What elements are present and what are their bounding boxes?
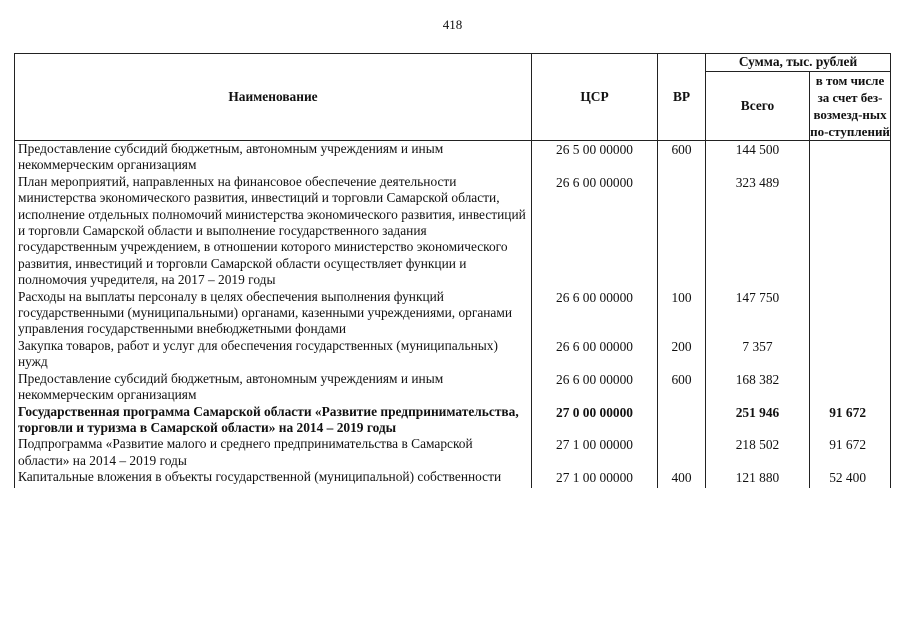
cell-grant: 52 400 — [810, 469, 891, 487]
table-row — [15, 289, 891, 338]
cell-csr: 27 0 00 00000 — [532, 404, 658, 437]
table-row — [15, 469, 891, 487]
cell-name: Предоставление субсидий бюджетным, автономным учреждениям и иным некоммерческим организациям — [15, 371, 532, 404]
cell-total: 147 750 — [706, 289, 810, 338]
cell-csr: 26 6 00 00000 — [532, 289, 658, 338]
table-row — [15, 436, 891, 469]
cell-vr: 600 — [658, 371, 706, 404]
cell-total: 144 500 — [706, 141, 810, 174]
table-row — [15, 371, 891, 404]
table-row — [15, 404, 891, 437]
header-name: Наименование — [15, 54, 532, 141]
cell-name: Капитальные вложения в объекты государственной (муниципальной) собственности — [15, 469, 532, 487]
cell-total: 7 357 — [706, 338, 810, 371]
cell-csr: 26 6 00 00000 — [532, 338, 658, 371]
page-number: 418 — [442, 17, 463, 32]
table-header — [15, 54, 891, 141]
cell-total: 251 946 — [706, 404, 810, 437]
cell-vr — [658, 404, 706, 437]
cell-grant — [810, 174, 891, 289]
table-body — [15, 141, 891, 488]
cell-csr: 27 1 00 00000 — [532, 436, 658, 469]
cell-grant — [810, 338, 891, 371]
table-row — [15, 174, 891, 289]
cell-name: Подпрограмма «Развитие малого и среднего предпринимательства в Самарской области» на 2014 – 2019 годы — [15, 436, 532, 469]
cell-name: Закупка товаров, работ и услуг для обеспечения государственных (муниципальных) нужд — [15, 338, 532, 371]
header-csr: ЦСР — [532, 54, 658, 141]
cell-total: 121 880 — [706, 469, 810, 487]
cell-vr: 100 — [658, 289, 706, 338]
cell-csr: 26 6 00 00000 — [532, 371, 658, 404]
cell-vr: 200 — [658, 338, 706, 371]
cell-vr: 400 — [658, 469, 706, 487]
table-row — [15, 338, 891, 371]
cell-csr: 27 1 00 00000 — [532, 469, 658, 487]
cell-total: 168 382 — [706, 371, 810, 404]
header-total: Всего — [706, 72, 810, 141]
cell-vr — [658, 436, 706, 469]
cell-grant — [810, 289, 891, 338]
cell-csr: 26 5 00 00000 — [532, 141, 658, 174]
cell-grant: 91 672 — [810, 404, 891, 437]
cell-total: 323 489 — [706, 174, 810, 289]
table-row — [15, 141, 891, 174]
cell-vr — [658, 174, 706, 289]
header-vr: ВР — [658, 54, 706, 141]
cell-name: Предоставление субсидий бюджетным, автономным учреждениям и иным некоммерческим организациям — [15, 141, 532, 174]
cell-vr: 600 — [658, 141, 706, 174]
budget-table — [14, 53, 891, 488]
header-grant: в том числе за счет без-возмезд-ных по-ступлений — [810, 73, 890, 139]
cell-csr: 26 6 00 00000 — [532, 174, 658, 289]
cell-name: Государственная программа Самарской области «Развитие предпринимательства, торговли и туризма в Самарской области» на 2014 – 2019 годы — [15, 404, 532, 437]
cell-total: 218 502 — [706, 436, 810, 469]
cell-grant — [810, 141, 891, 174]
cell-grant: 91 672 — [810, 436, 891, 469]
cell-grant — [810, 371, 891, 404]
cell-name: Расходы на выплаты персоналу в целях обеспечения выполнения функций государственными (муниципальными) органами, казенными учреждениями, органами управления государственными внебюджетными фондами — [15, 289, 532, 338]
cell-name: План мероприятий, направленных на финансовое обеспечение деятельности министерства экономического развития, инвестиций и торговли Самарской области, исполнение отдельных полномочий министерства экономического развития, инвестиций и торговли Самарской области и выполнение государственного задания государственным учреждением, в отношении которого министерство экономического развития, инвестиций и торговли Самарской области осуществляет функции и полномочия учредителя, на 2017 – 2019 годы — [15, 174, 532, 289]
header-sum-group: Сумма, тыс. рублей — [706, 54, 891, 72]
